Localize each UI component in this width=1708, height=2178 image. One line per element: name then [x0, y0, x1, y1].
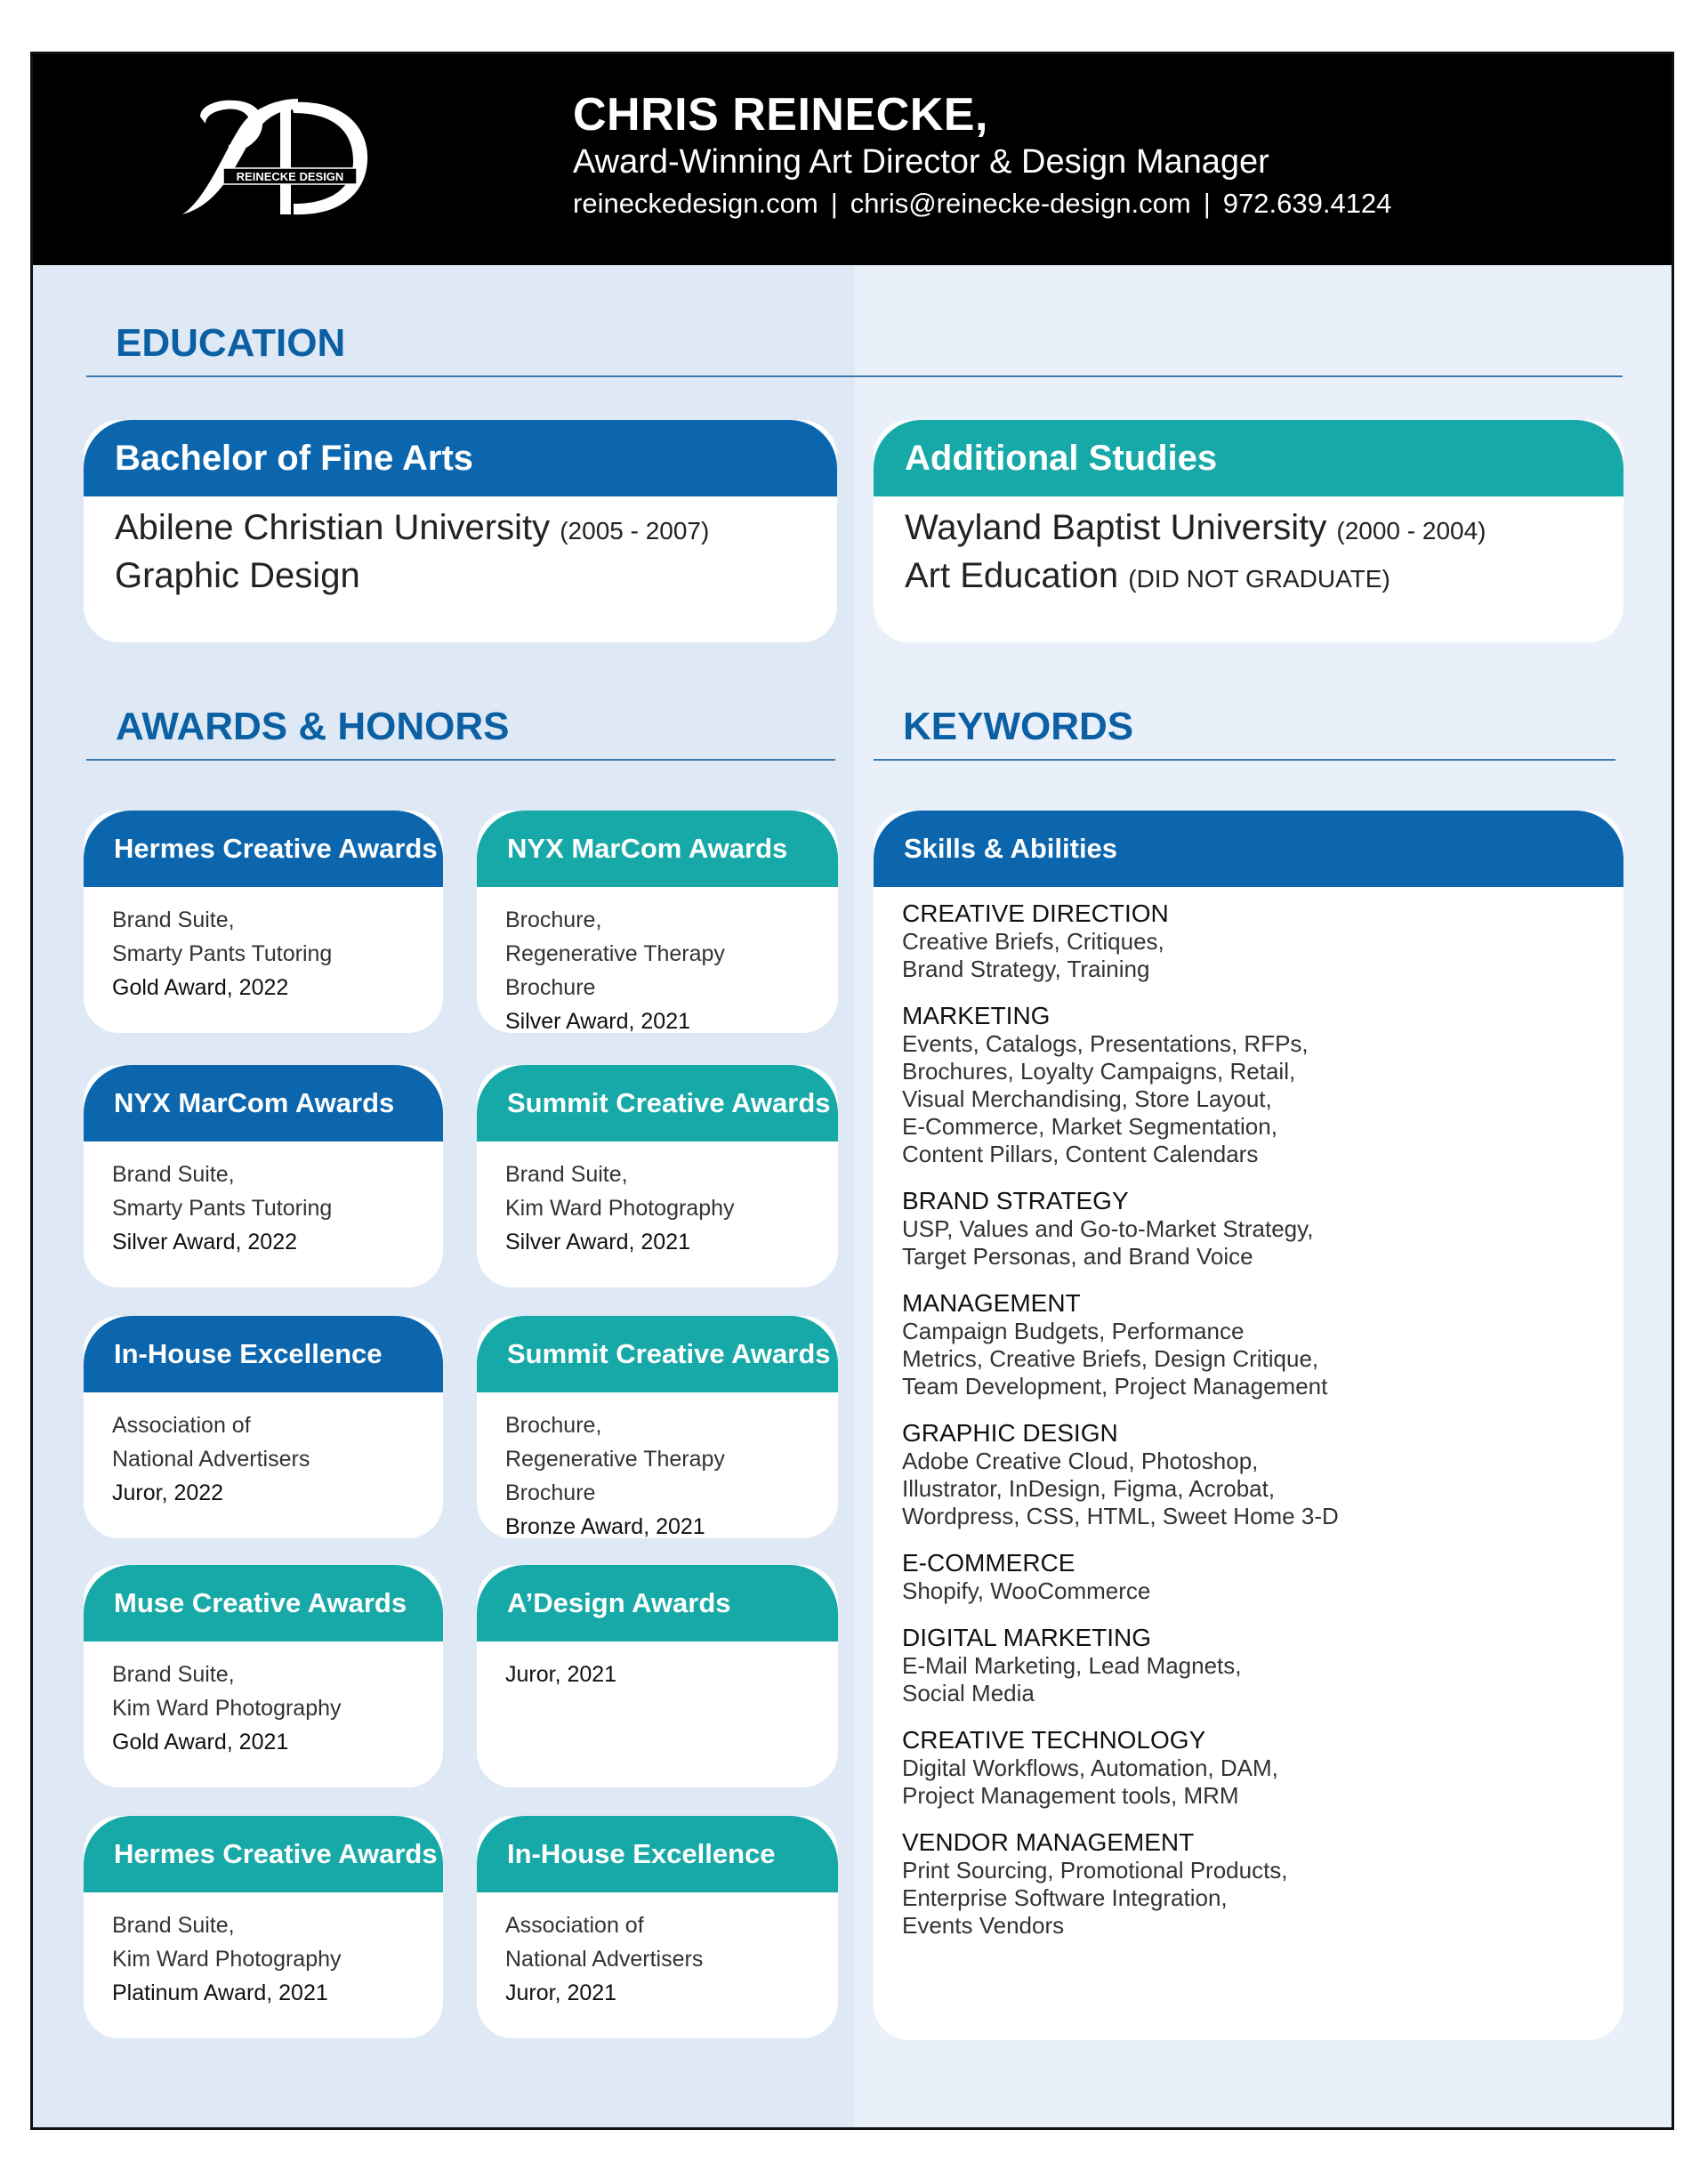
skill-group: [902, 1419, 1595, 1530]
award-line: Brand Suite,: [112, 1913, 235, 1938]
additional-heading: Additional Studies: [874, 420, 1623, 496]
award-result: Silver Award, 2022: [112, 1230, 297, 1254]
skill-group-line: Brochures, Loyalty Campaigns, Retail,: [902, 1058, 1296, 1085]
candidate-name: CHRIS REINECKE,: [573, 89, 988, 141]
skill-group-title: E-COMMERCE: [902, 1549, 1076, 1577]
skill-group: [902, 1002, 1595, 1168]
award-heading: Muse Creative Awards: [84, 1565, 443, 1642]
skill-group: [902, 1289, 1595, 1400]
award-line: Brand Suite,: [112, 1662, 235, 1687]
header: [33, 54, 1672, 265]
award-card: [84, 1316, 443, 1538]
education-rule: [86, 375, 1623, 377]
award-heading: Hermes Creative Awards: [84, 1816, 443, 1892]
skill-group-line: Print Sourcing, Promotional Products,: [902, 1857, 1288, 1884]
award-line: Kim Ward Photography: [112, 1696, 342, 1721]
skill-group-title: GRAPHIC DESIGN: [902, 1419, 1118, 1447]
skill-group-line: Project Management tools, MRM: [902, 1782, 1239, 1809]
awards-rule: [86, 759, 835, 761]
award-card: [477, 1065, 838, 1287]
skill-group: [902, 1828, 1595, 1940]
degree-field: Graphic Design: [115, 556, 360, 595]
award-line: Smarty Pants Tutoring: [112, 941, 333, 966]
award-line: Brochure,: [505, 1413, 602, 1438]
skill-group-line: Wordpress, CSS, HTML, Sweet Home 3-D: [902, 1503, 1339, 1529]
award-heading: Hermes Creative Awards: [84, 811, 443, 887]
award-line: Kim Ward Photography: [505, 1196, 735, 1221]
degree-years: (2005 - 2007): [560, 517, 710, 544]
skill-group-line: Enterprise Software Integration,: [902, 1884, 1228, 1911]
skill-group-line: Content Pillars, Content Calendars: [902, 1141, 1259, 1167]
skill-group-title: CREATIVE TECHNOLOGY: [902, 1726, 1206, 1754]
awards-title: AWARDS & HONORS: [116, 705, 510, 748]
skill-group: [902, 1726, 1595, 1810]
education-title: EDUCATION: [116, 321, 346, 365]
skill-group-title: CREATIVE DIRECTION: [902, 899, 1169, 927]
award-line: Association of: [505, 1913, 644, 1938]
award-line: National Advertisers: [112, 1447, 310, 1472]
award-line: Brochure,: [505, 908, 602, 932]
separator: |: [830, 188, 838, 219]
award-heading: In-House Excellence: [477, 1816, 838, 1892]
award-result: Juror, 2021: [505, 1662, 617, 1687]
skill-group: [902, 899, 1595, 983]
skills-heading: Skills & Abilities: [874, 811, 1623, 887]
additional-field: Art Education: [905, 556, 1119, 595]
skill-group-title: MARKETING: [902, 1002, 1051, 1029]
award-card: [84, 1065, 443, 1287]
skill-group-title: DIGITAL MARKETING: [902, 1624, 1152, 1651]
award-card: [477, 1316, 838, 1538]
award-heading: A’Design Awards: [477, 1565, 838, 1642]
award-result: Gold Award, 2021: [112, 1730, 289, 1754]
additional-note: (DID NOT GRADUATE): [1128, 565, 1390, 593]
skill-group-line: Target Personas, and Brand Voice: [902, 1243, 1253, 1270]
award-heading: Summit Creative Awards: [477, 1065, 838, 1141]
reinecke-design-logo: [147, 90, 378, 223]
award-heading: NYX MarCom Awards: [477, 811, 838, 887]
degree-heading: Bachelor of Fine Arts: [84, 420, 837, 496]
award-card: [84, 1565, 443, 1787]
skill-group-line: Creative Briefs, Critiques,: [902, 928, 1164, 955]
skill-group-line: Brand Strategy, Training: [902, 956, 1150, 982]
skill-group-line: Shopify, WooCommerce: [902, 1577, 1151, 1604]
logo-text: REINECKE DESIGN: [236, 170, 344, 183]
award-result: Juror, 2021: [505, 1980, 617, 2005]
award-result: Gold Award, 2022: [112, 975, 289, 1000]
award-heading: Summit Creative Awards: [477, 1316, 838, 1392]
skill-group-line: Social Media: [902, 1680, 1035, 1706]
skill-group: [902, 1187, 1595, 1270]
award-result: Silver Award, 2021: [505, 1230, 690, 1254]
award-card: [84, 811, 443, 1033]
skill-group-line: Events Vendors: [902, 1912, 1065, 1939]
award-line: National Advertisers: [505, 1947, 704, 1972]
degree-school: Abilene Christian University: [115, 508, 551, 547]
award-heading: NYX MarCom Awards: [84, 1065, 443, 1141]
award-result: Bronze Award, 2021: [505, 1514, 705, 1538]
additional-years: (2000 - 2004): [1336, 517, 1486, 544]
skill-group: [902, 1549, 1595, 1605]
keywords-title: KEYWORDS: [903, 705, 1134, 748]
skills-list: [874, 887, 1623, 1940]
additional-studies-card: [874, 420, 1623, 642]
website-link[interactable]: reineckedesign.com: [573, 188, 818, 219]
phone-number: 972.639.4124: [1222, 188, 1392, 219]
award-result: Juror, 2022: [112, 1480, 224, 1505]
skill-group-line: Metrics, Creative Briefs, Design Critique,: [902, 1345, 1319, 1372]
skill-group-line: USP, Values and Go-to-Market Strategy,: [902, 1215, 1314, 1242]
skill-group-line: Events, Catalogs, Presentations, RFPs,: [902, 1030, 1309, 1057]
separator: |: [1203, 188, 1211, 219]
skill-group-line: E-Mail Marketing, Lead Magnets,: [902, 1652, 1242, 1679]
skill-group-title: VENDOR MANAGEMENT: [902, 1828, 1195, 1856]
candidate-title: Award-Winning Art Director & Design Manager: [573, 143, 1269, 181]
skill-group-line: Illustrator, InDesign, Figma, Acrobat,: [902, 1475, 1276, 1502]
skill-group-line: E-Commerce, Market Segmentation,: [902, 1113, 1277, 1140]
award-line: Association of: [112, 1413, 251, 1438]
award-card: [477, 811, 838, 1033]
contact-line: [573, 188, 1391, 220]
skill-group: [902, 1624, 1595, 1707]
award-card: [477, 1565, 838, 1787]
award-line: Kim Ward Photography: [112, 1947, 342, 1972]
award-line: Brand Suite,: [505, 1162, 628, 1187]
award-card: [477, 1816, 838, 2038]
award-line: Brand Suite,: [112, 1162, 235, 1187]
skill-group-title: MANAGEMENT: [902, 1289, 1081, 1317]
skill-group-line: Visual Merchandising, Store Layout,: [902, 1085, 1272, 1112]
award-heading: In-House Excellence: [84, 1316, 443, 1392]
award-line: Regenerative Therapy Brochure: [505, 1447, 725, 1505]
award-result: Silver Award, 2021: [505, 1009, 690, 1033]
skill-group-title: BRAND STRATEGY: [902, 1187, 1129, 1214]
award-result: Platinum Award, 2021: [112, 1980, 328, 2005]
skill-group-line: Campaign Budgets, Performance: [902, 1318, 1245, 1344]
skill-group-line: Digital Workflows, Automation, DAM,: [902, 1754, 1278, 1781]
award-line: Regenerative Therapy Brochure: [505, 941, 725, 1000]
keywords-rule: [874, 759, 1615, 761]
email-link[interactable]: chris@reinecke-design.com: [850, 188, 1191, 219]
award-card: [84, 1816, 443, 2038]
skills-card: [874, 811, 1623, 2040]
degree-card: [84, 420, 837, 642]
award-line: Brand Suite,: [112, 908, 235, 932]
skill-group-line: Team Development, Project Management: [902, 1373, 1328, 1400]
award-line: Smarty Pants Tutoring: [112, 1196, 333, 1221]
skill-group-line: Adobe Creative Cloud, Photoshop,: [902, 1448, 1259, 1474]
additional-school: Wayland Baptist University: [905, 508, 1327, 547]
resume-page: [30, 52, 1674, 2130]
